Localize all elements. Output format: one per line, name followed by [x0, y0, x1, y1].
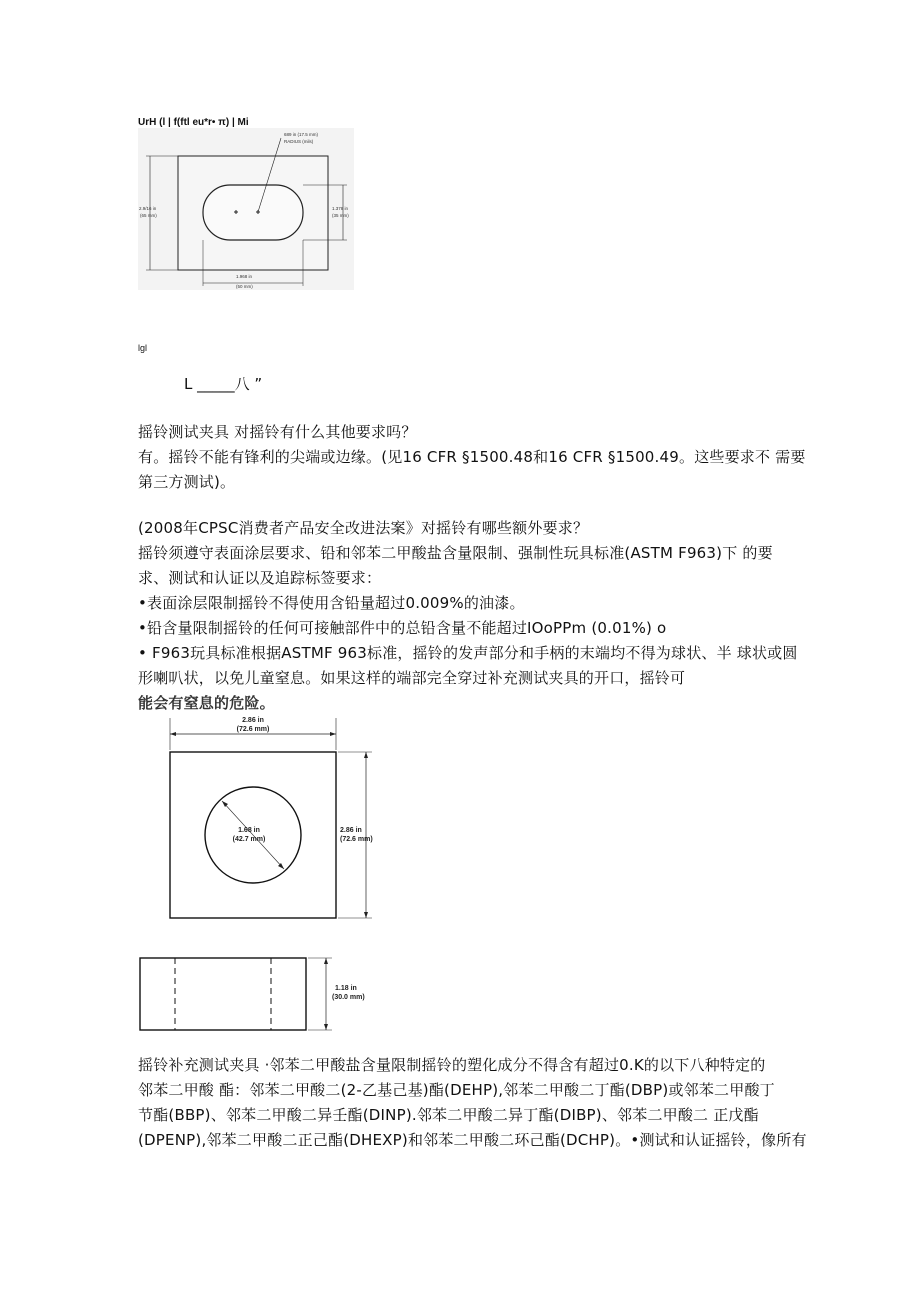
section-phthalate-limits	[138, 1053, 807, 1153]
fig1-left-dim-2: (65 mm)	[140, 213, 157, 218]
text-line: •表面涂层限制摇铃不得使用含铅量超过0.009%的油漆。	[138, 594, 525, 612]
fig1-bottom-dim-1: 1.968 in	[236, 274, 253, 279]
section-cpsia-requirements	[138, 516, 798, 716]
fig3-supplemental-fixture-side	[138, 952, 378, 1034]
answer-line: 第三方测试)。	[138, 473, 236, 491]
section-sharp-points	[138, 420, 806, 495]
label-l: L _____八 ”	[184, 375, 263, 393]
bold-text-line: 能会有窒息的危险。	[138, 694, 275, 712]
fig3-right-dim-2: (30.0 mm)	[332, 994, 365, 1001]
fig1-left-dim-1: 2.9/16 in	[139, 206, 157, 211]
fig1-right-dim-2: (35 mm)	[332, 213, 349, 218]
text-line: (2008年CPSC消费者产品安全改进法案》对摇铃有哪些额外要求？	[138, 519, 589, 537]
answer-line: 有。摇铃不能有锋利的尖端或边缘。(见16 CFR §1500.48和16 CFR §1500.49。这些要求不 需要	[138, 448, 806, 466]
fig2-right-dim-2: (72.6 mm)	[340, 836, 373, 843]
fig1-oval-opening	[203, 185, 303, 240]
fig3-right-dim-1: 1.18 in	[335, 985, 357, 992]
text-line: 邻苯二甲酸 酯：邻苯二甲酸二(2-乙基己基)酯(DEHP),邻苯二甲酸二丁酯(DBP)或邻苯二甲酸丁	[138, 1081, 775, 1099]
text-line: 节酯(BBP)、邻苯二甲酸二异壬酯(DINP).邻苯二甲酸二异丁酯(DIBP)、邻苯二甲酸二 正戊酯	[138, 1106, 759, 1124]
fig2-supplemental-fixture-top	[160, 712, 400, 922]
text-line: 摇铃须遵守表面涂层要求、铅和邻苯二甲酸盐含量限制、强制性玩具标准(ASTM F963)下 的要	[138, 544, 773, 562]
fig1-radius-label-1: 689 in (17.5 mm)	[284, 132, 319, 137]
fig2-top-dim-1: 2.86 in	[242, 717, 264, 724]
text-line: • F963玩具标准根据ASTMF 963标准，摇铃的发声部分和手柄的末端均不得为球状、半 球状或圆	[138, 644, 798, 662]
fig3-side-plate	[140, 958, 306, 1030]
text-line: 求、测试和认证以及追踪标签要求：	[138, 569, 382, 587]
fig2-right-dim-1: 2.86 in	[340, 827, 362, 834]
question-heading: 摇铃测试夹具 对摇铃有什么其他要求吗？	[138, 423, 417, 441]
text-line: 摇铃补充测试夹具 ·邻苯二甲酸盐含量限制摇铃的塑化成分不得含有超过0.K的以下八种特定的	[138, 1056, 766, 1074]
fig1-bottom-dim-2: (50 mm)	[236, 284, 253, 289]
fig1-fixture-drawing	[138, 128, 354, 290]
text-line: (DPENP),邻苯二甲酸二正己酯(DHEXP)和邻苯二甲酸二环己酯(DCHP)。•测试和认证摇铃，像所有	[138, 1131, 807, 1149]
fig2-top-dim-2: (72.6 mm)	[236, 726, 270, 733]
text-line: •铅含量限制摇铃的任何可接触部件中的总铅含量不能超过IOoPPm (0.01%) o	[138, 619, 667, 637]
label-lgl: lgl	[138, 343, 148, 353]
figure-caption: UrH (l | f(ftl eu*r• π) | Mi	[138, 117, 249, 128]
fig1-right-dim-1: 1.378 in	[332, 206, 349, 211]
fig1-radius-label-2: RADIUS (mils)	[284, 139, 314, 144]
text-line: 形喇叭状，以免儿童窒息。如果这样的端部完全穿过补充测试夹具的开口，摇铃可	[138, 669, 686, 687]
fig2-circle-dim-2: (42.7 mm)	[232, 836, 266, 843]
fig2-circle-dim-1: 1.68 in	[238, 827, 260, 834]
